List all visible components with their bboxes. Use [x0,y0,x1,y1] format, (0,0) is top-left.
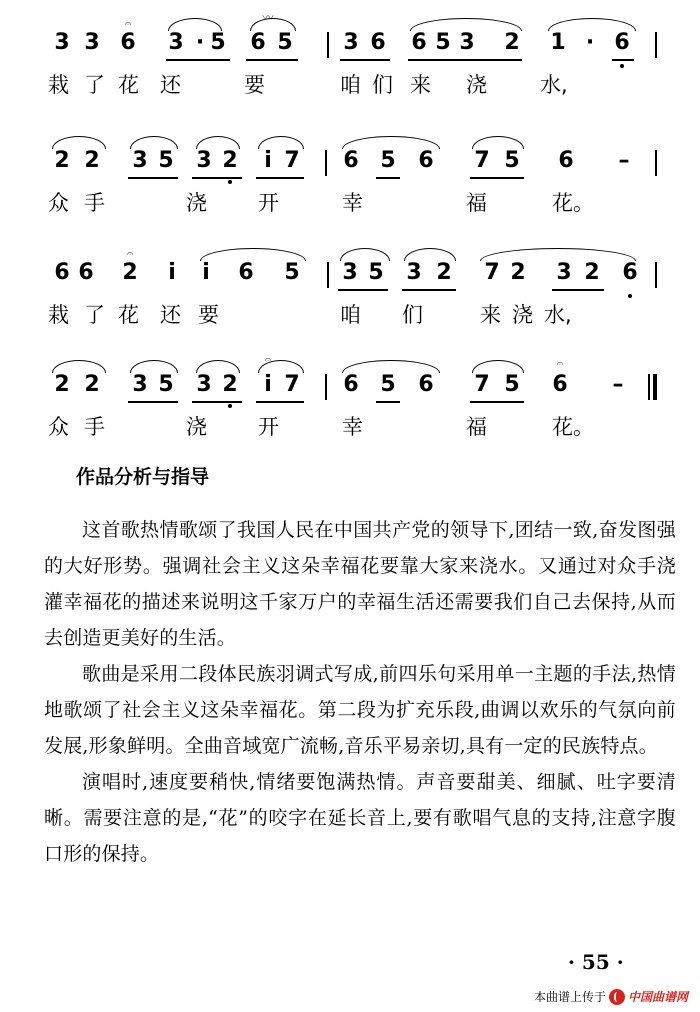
note: 2 [122,260,138,285]
slur [52,136,106,149]
note: i [168,260,176,285]
note: 3 [84,30,100,55]
note: 5 [504,372,520,397]
beat-underline [128,177,178,179]
note: 2 [584,260,600,285]
note: 5 [368,260,384,285]
lyric: 了 [84,303,105,327]
note: 6 [343,148,359,173]
slur [480,248,636,261]
lyric: 要 [244,73,265,97]
note: 5 [284,260,300,285]
slur [52,360,106,373]
beat-underline [166,59,230,61]
final-bar-line [648,374,650,400]
lyric: 福 [466,191,487,215]
beat-underline [256,177,304,179]
note: 3 [343,30,359,55]
lyric: 浇 [512,303,533,327]
lyric: 花。 [552,191,594,215]
analysis-section [44,462,676,872]
note: i [202,260,210,285]
note: 2 [84,372,100,397]
lyric: 咱 [340,303,361,327]
note: i [264,148,272,173]
lyric: 花 [118,73,139,97]
note: 2 [436,260,452,285]
note: 6 [418,148,434,173]
lyric: 幸 [342,415,363,439]
lyric: 来 [480,303,501,327]
note: 7 [474,372,490,397]
bar-line [325,150,327,176]
lyric: 们 [402,303,423,327]
note: 2 [222,372,238,397]
lyric: 幸 [342,191,363,215]
note: 6 [411,30,427,55]
lyric: 花。 [552,415,594,439]
note: 3 [54,30,70,55]
lyric: 花 [118,303,139,327]
beat-underline [612,59,634,61]
beat-underline [340,59,390,61]
note: 6 [250,30,266,55]
fermata-icon: 𝄐 [126,247,134,260]
beat-underline [402,289,456,291]
low-octave-dot [228,404,232,408]
note: 5 [435,30,451,55]
slur [200,248,306,261]
lyric: 还 [160,73,181,97]
lyric: 浇 [186,415,207,439]
bar-line [325,374,327,400]
note: 2 [510,260,526,285]
slur [472,136,524,149]
beat-underline [470,177,524,179]
lyric: 来 [410,73,431,97]
lyric: 水, [540,73,568,97]
lyric: 栽 [48,73,69,97]
note: 3 [132,148,148,173]
slur [342,136,440,149]
note: 6 [622,260,638,285]
lyric: 开 [258,415,279,439]
lyric: 了 [84,73,105,97]
note: 6 [54,260,70,285]
fermata-icon: 𝄐 [264,353,272,366]
beat-underline [338,289,388,291]
lyric: 浇 [466,73,487,97]
lyric: 手 [84,415,105,439]
score-line-2 [0,118,700,228]
note: 5 [158,148,174,173]
note: 5 [504,148,520,173]
note: 6 [552,372,568,397]
notation-row [0,342,700,402]
note: 1 [550,30,566,55]
bar-line [327,32,329,58]
note: 2 [504,30,520,55]
score-line-1 [0,0,700,110]
note: 7 [474,148,490,173]
slur [342,360,440,373]
note: 6 [418,372,434,397]
note: · [195,30,205,55]
bar-line [655,262,657,288]
site-name: 中国曲谱网 [627,990,688,1004]
page-number: · 55 · [568,950,624,974]
note: 6 [78,260,94,285]
fermata-icon: 𝄐 [556,357,564,370]
lyric: 手 [84,191,105,215]
paragraph: 歌曲是采用二段体民族羽调式写成,前四乐句采用单一主题的手法,热情地歌颂了社会主义这朵幸福花。第二段为扩充乐段,曲调以欢乐的气氛向前发展,形象鲜明。全曲音域宽广流畅,音乐平易亲切,具有一定的民族特点。 [44,663,676,757]
lyrics-row [0,414,700,444]
notation-row [0,0,700,60]
beat-underline [246,59,298,61]
note: 3 [459,30,475,55]
notation-row [0,118,700,178]
note: 6 [343,372,359,397]
note: 5 [158,372,174,397]
lyric: 众 [48,191,69,215]
note: 6 [120,30,136,55]
lyric: 福 [466,415,487,439]
note: 3 [132,372,148,397]
beat-underline [192,177,242,179]
note: 3 [342,260,358,285]
note: 5 [277,30,293,55]
lyrics-row [0,190,700,220]
paragraph: 这首歌热情歌颂了我国人民在中国共产党的领导下,团结一致,奋发图强的大好形势。强调社会主义这朵幸福花要靠大家来浇水。又通过对众手浇灌幸福花的描述来说明这千家万户的幸福生活还需要我们自己去保持,从而去创造更美好的生活。 [44,519,676,649]
note: 5 [210,30,226,55]
note: – [612,372,624,397]
note: 6 [614,30,630,55]
note: 6 [238,260,254,285]
note: 6 [370,30,386,55]
notation-row [0,230,700,290]
footer-text: 本曲谱上传于 [533,990,606,1004]
note: 2 [54,148,70,173]
slur [340,248,390,261]
lyric: 开 [258,191,279,215]
beat-underline [552,289,604,291]
note: 7 [284,372,300,397]
beat-underline [376,177,400,179]
lyric: 要 [198,303,219,327]
slur [410,18,522,31]
bar-line [655,32,657,58]
beat-underline [128,401,178,403]
note: 2 [54,372,70,397]
note: 3 [196,148,212,173]
slur [130,136,178,149]
note: 6 [558,148,574,173]
beat-underline [376,401,400,403]
note: 5 [380,148,396,173]
note: 2 [222,148,238,173]
note: 3 [196,372,212,397]
low-octave-dot [228,180,232,184]
mordent-icon: 〰 [262,11,274,24]
note: – [618,148,630,173]
score-line-4 [0,342,700,452]
section-title: 作品分析与指导 [76,466,210,488]
bar-line [327,262,329,288]
note: · [585,30,595,55]
fermata-icon: 𝄐 [124,17,132,30]
bar-line [655,150,657,176]
lyric: 浇 [186,191,207,215]
lyric: 水, [544,303,572,327]
music-score [0,0,700,460]
beat-underline [256,401,304,403]
slur [404,248,456,261]
lyric: 咱 [340,73,361,97]
lyric: 还 [160,303,181,327]
slur [472,360,524,373]
lyrics-row [0,302,700,332]
lyrics-row [0,72,700,102]
note: 2 [84,148,100,173]
note: 7 [484,260,500,285]
lyric: 栽 [48,303,69,327]
note: 3 [556,260,572,285]
note: 3 [406,260,422,285]
beat-underline [192,401,242,403]
slur [548,18,636,31]
note: 5 [380,372,396,397]
slur [258,136,304,149]
note: 3 [168,30,184,55]
note: i [264,372,272,397]
beat-underline [408,59,522,61]
site-logo-icon [609,989,625,1005]
score-line-3 [0,230,700,340]
slur [168,18,222,31]
lyric: 众 [48,415,69,439]
note: 7 [284,148,300,173]
slur [196,360,240,373]
paragraph: 演唱时,速度要稍快,情绪要饱满热情。声音要甜美、细腻、吐字要清晰。需要注意的是,“花”的咬字在延长音上,要有歌唱气息的支持,注意字腹口形的保持。 [44,771,676,865]
low-octave-dot [628,294,632,298]
lyric: 们 [372,73,393,97]
beat-underline [470,401,524,403]
low-octave-dot [620,64,624,68]
footer-watermark [534,988,688,1005]
slur [196,136,240,149]
slur [130,360,178,373]
